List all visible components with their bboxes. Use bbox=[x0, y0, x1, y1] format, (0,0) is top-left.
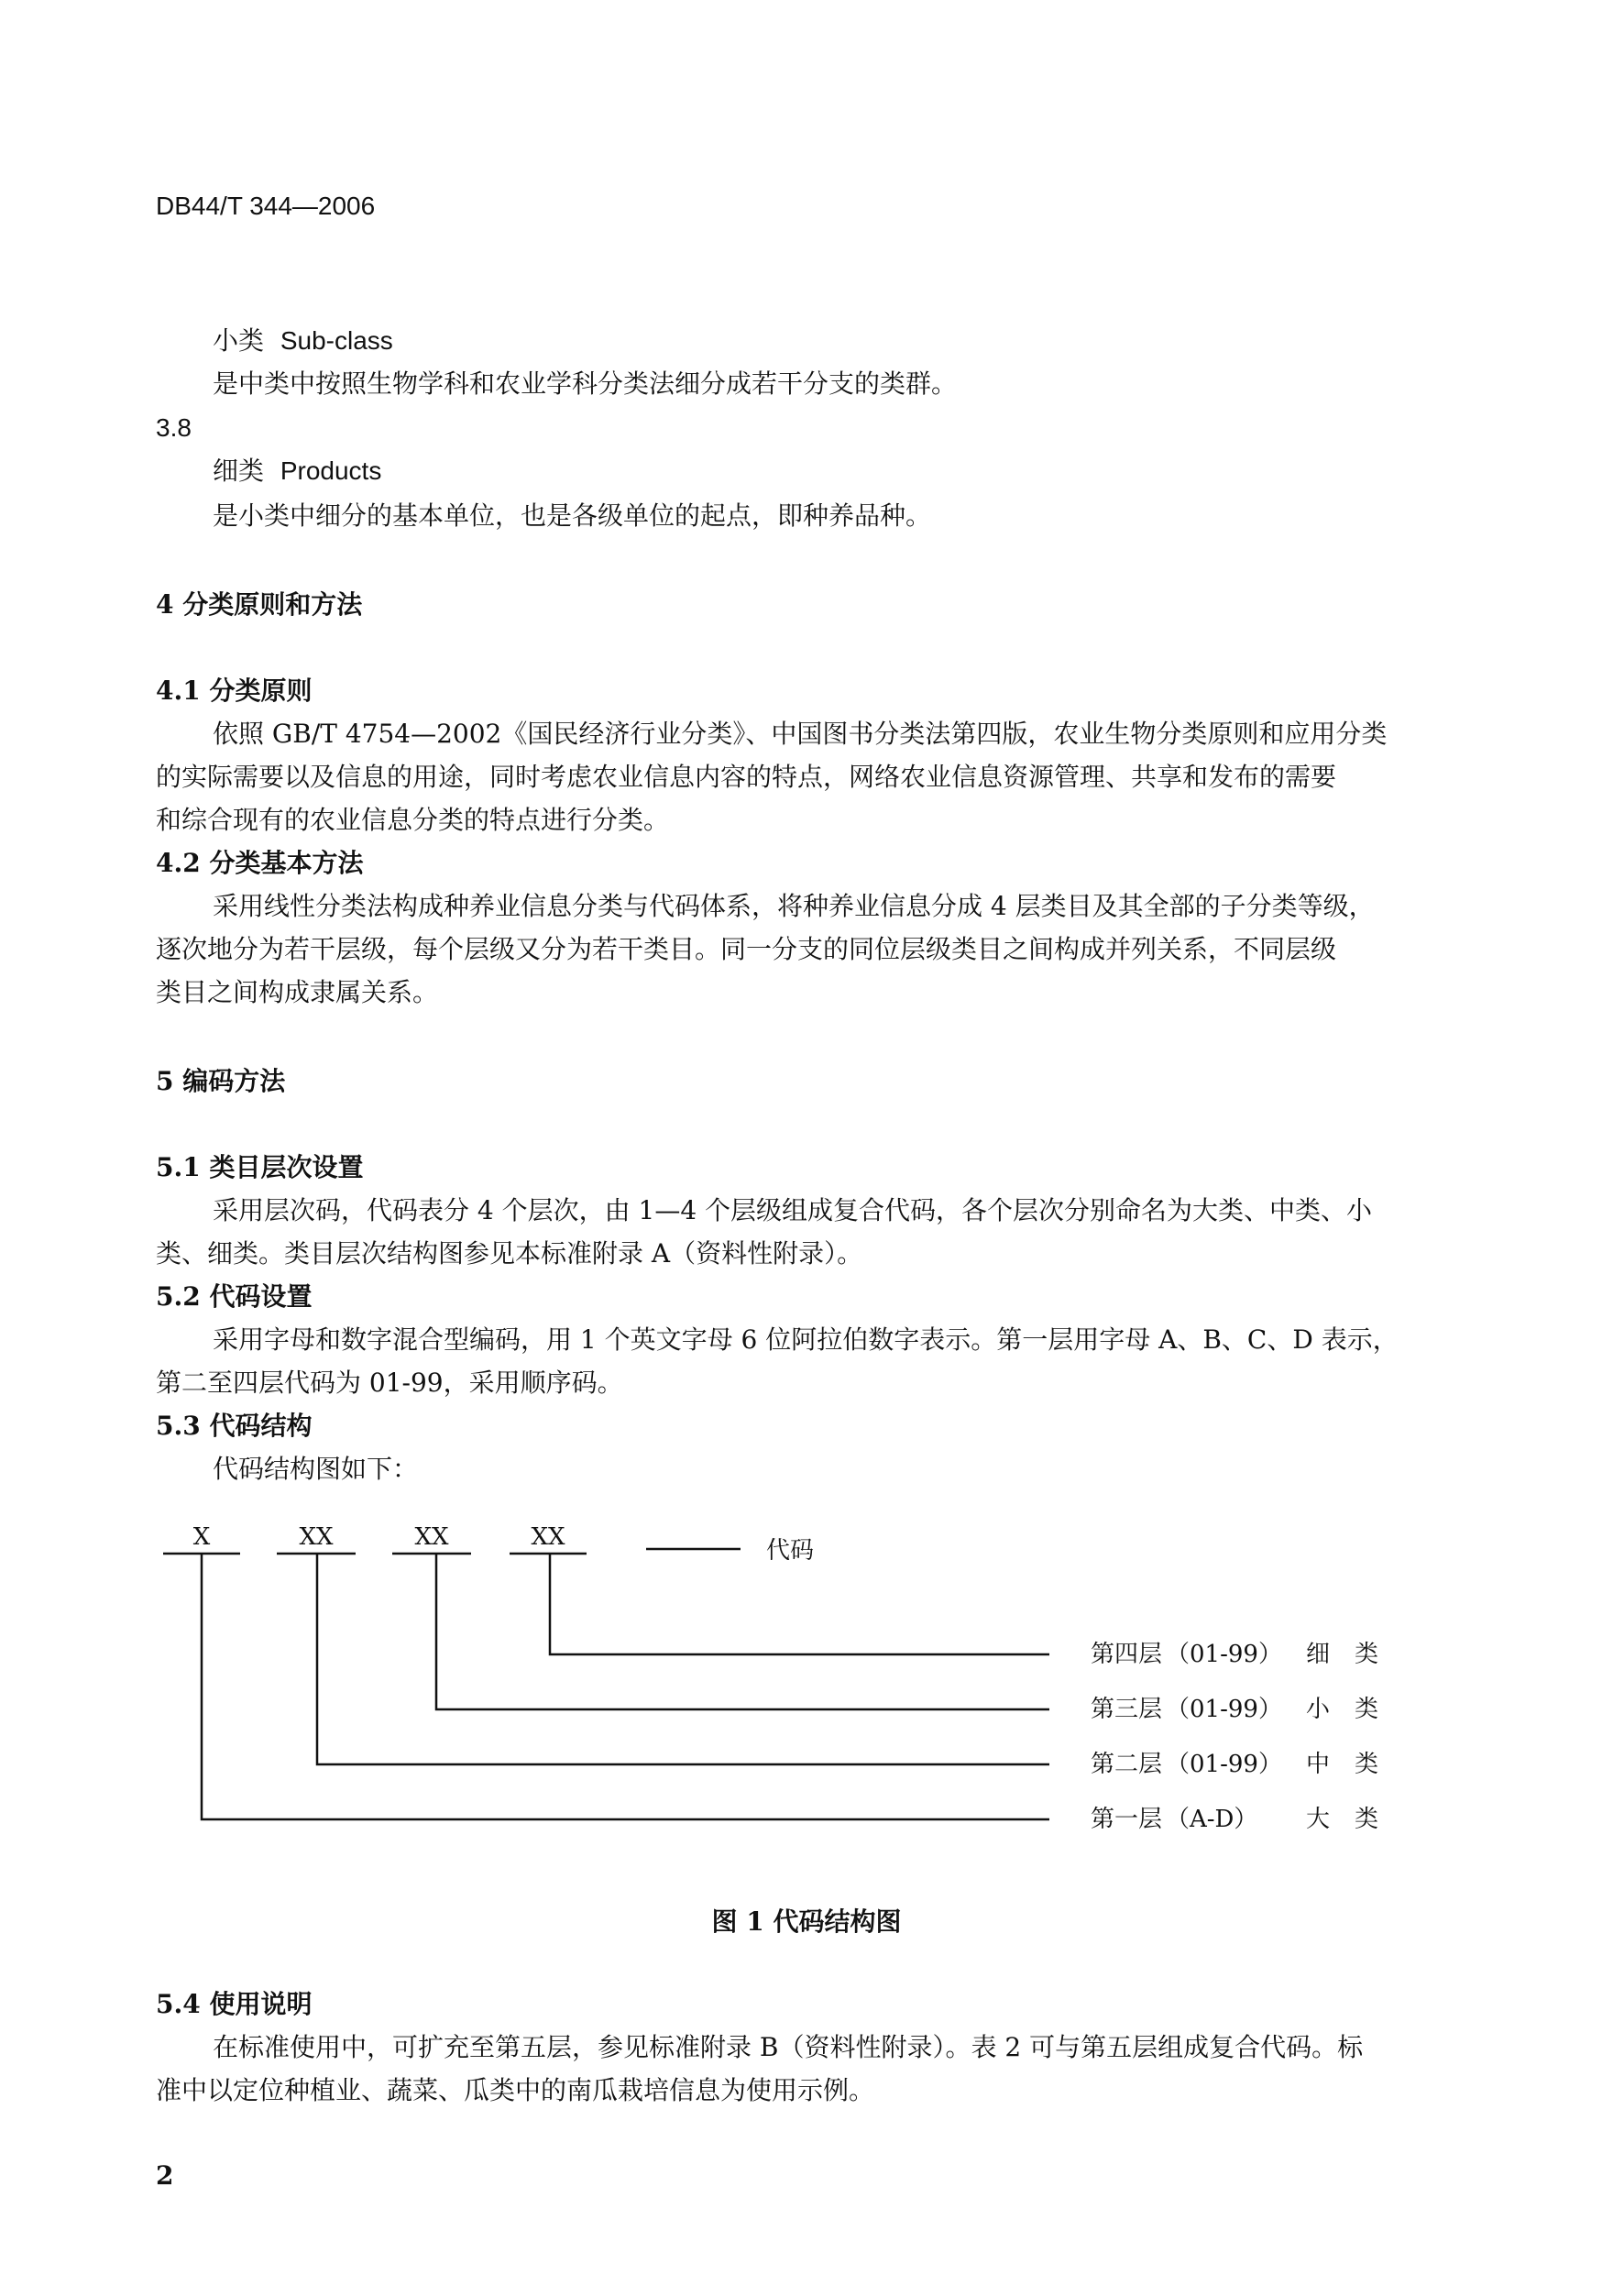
heading-5: 5 编码方法 bbox=[156, 1066, 286, 1096]
code-label: 代码 bbox=[766, 1537, 815, 1565]
level-2-class-1: 中 bbox=[1306, 1751, 1331, 1778]
definition-subclass: 是中类中按照生物学科和农业学科分类法细分成若干分支的类群。 bbox=[213, 368, 958, 399]
para-5-1-line-2: 类、细类。类目层次结构图参见本标准附录 A（资料性附录）。 bbox=[156, 1238, 863, 1269]
code-group-2: XX bbox=[299, 1523, 334, 1551]
clause-number-3-8: 3.8 bbox=[156, 413, 192, 442]
level-2-class-2: 类 bbox=[1355, 1751, 1379, 1778]
level-3-name: 第三层 bbox=[1091, 1696, 1163, 1723]
level-1-range: （A-D） bbox=[1166, 1806, 1258, 1833]
connector-level-4 bbox=[550, 1554, 1049, 1654]
para-5-4-line-2: 准中以定位种植业、蔬菜、瓜类中的南瓜栽培信息为使用示例。 bbox=[156, 2075, 875, 2105]
heading-4: 4 分类原则和方法 bbox=[156, 589, 363, 620]
heading-5-2: 5.2 代码设置 bbox=[156, 1281, 313, 1312]
para-5-4-line-1: 在标准使用中，可扩充至第五层，参见标准附录 B（资料性附录）。表 2 可与第五层组成复合代码。标 bbox=[213, 2032, 1364, 2062]
code-group-4: XX bbox=[531, 1523, 565, 1551]
term-subclass-en: Sub-class bbox=[280, 326, 393, 355]
page-number: 2 bbox=[156, 2160, 174, 2191]
level-2-range: （01-99） bbox=[1166, 1751, 1282, 1778]
level-4-range: （01-99） bbox=[1166, 1641, 1282, 1668]
term-products-en: Products bbox=[280, 456, 382, 485]
para-5-2-line-2: 第二至四层代码为 01-99，采用顺序码。 bbox=[156, 1368, 623, 1398]
para-4-2-line-1: 采用线性分类法构成种养业信息分类与代码体系，将种养业信息分成 4 层类目及其全部的子分类等级， bbox=[213, 891, 1375, 921]
level-3-class-1: 小 bbox=[1306, 1696, 1331, 1723]
code-group-1: X bbox=[192, 1523, 211, 1551]
level-3-range: （01-99） bbox=[1166, 1696, 1282, 1723]
code-group-3: XX bbox=[414, 1523, 449, 1551]
level-4-class-1: 细 bbox=[1306, 1641, 1331, 1668]
heading-5-3: 5.3 代码结构 bbox=[156, 1411, 313, 1441]
level-4-class-2: 类 bbox=[1355, 1641, 1379, 1668]
para-5-2-line-1: 采用字母和数字混合型编码，用 1 个英文字母 6 位阿拉伯数字表示。第一层用字母 A、B、C、D 表示， bbox=[213, 1324, 1399, 1355]
para-4-1-line-3: 和综合现有的农业信息分类的特点进行分类。 bbox=[156, 805, 670, 835]
connector-level-2 bbox=[317, 1554, 1049, 1764]
para-4-2-line-2: 逐次地分为若干层级，每个层级又分为若干类目。同一分支的同位层级类目之间构成并列关系，不同层级 bbox=[156, 934, 1337, 964]
connector-level-1 bbox=[202, 1554, 1049, 1819]
level-1-class-1: 大 bbox=[1306, 1806, 1331, 1833]
heading-4-1: 4.1 分类原则 bbox=[156, 676, 313, 706]
level-1-class-2: 类 bbox=[1355, 1806, 1379, 1833]
para-4-2-line-3: 类目之间构成隶属关系。 bbox=[156, 977, 439, 1007]
level-1-name: 第一层 bbox=[1091, 1806, 1163, 1833]
term-subclass-cn: 小类 bbox=[213, 325, 265, 356]
definition-products: 是小类中细分的基本单位，也是各级单位的起点，即种养品种。 bbox=[213, 500, 932, 531]
term-products-cn: 细类 bbox=[213, 456, 265, 486]
heading-5-4: 5.4 使用说明 bbox=[156, 1989, 313, 2019]
level-2-name: 第二层 bbox=[1091, 1751, 1163, 1778]
para-5-1-line-1: 采用层次码，代码表分 4 个层次，由 1—4 个层级组成复合代码，各个层次分别命名为大类、中类、小 bbox=[213, 1195, 1373, 1225]
doc-code: DB44/T 344—2006 bbox=[156, 192, 376, 220]
heading-5-1: 5.1 类目层次设置 bbox=[156, 1152, 364, 1182]
connector-level-3 bbox=[436, 1554, 1049, 1709]
figure-caption: 图 1 代码结构图 bbox=[711, 1906, 902, 1937]
para-5-3-intro: 代码结构图如下： bbox=[213, 1454, 419, 1484]
level-4-name: 第四层 bbox=[1091, 1641, 1163, 1668]
para-4-1-line-2: 的实际需要以及信息的用途，同时考虑农业信息内容的特点，网络农业信息资源管理、共享和发布的需要 bbox=[156, 762, 1337, 792]
para-4-1-line-1: 依照 GB/T 4754—2002《国民经济行业分类》、中国图书分类法第四版，农业生物分类原则和应用分类 bbox=[213, 719, 1388, 749]
heading-4-2: 4.2 分类基本方法 bbox=[156, 848, 364, 878]
level-3-class-2: 类 bbox=[1355, 1696, 1379, 1723]
